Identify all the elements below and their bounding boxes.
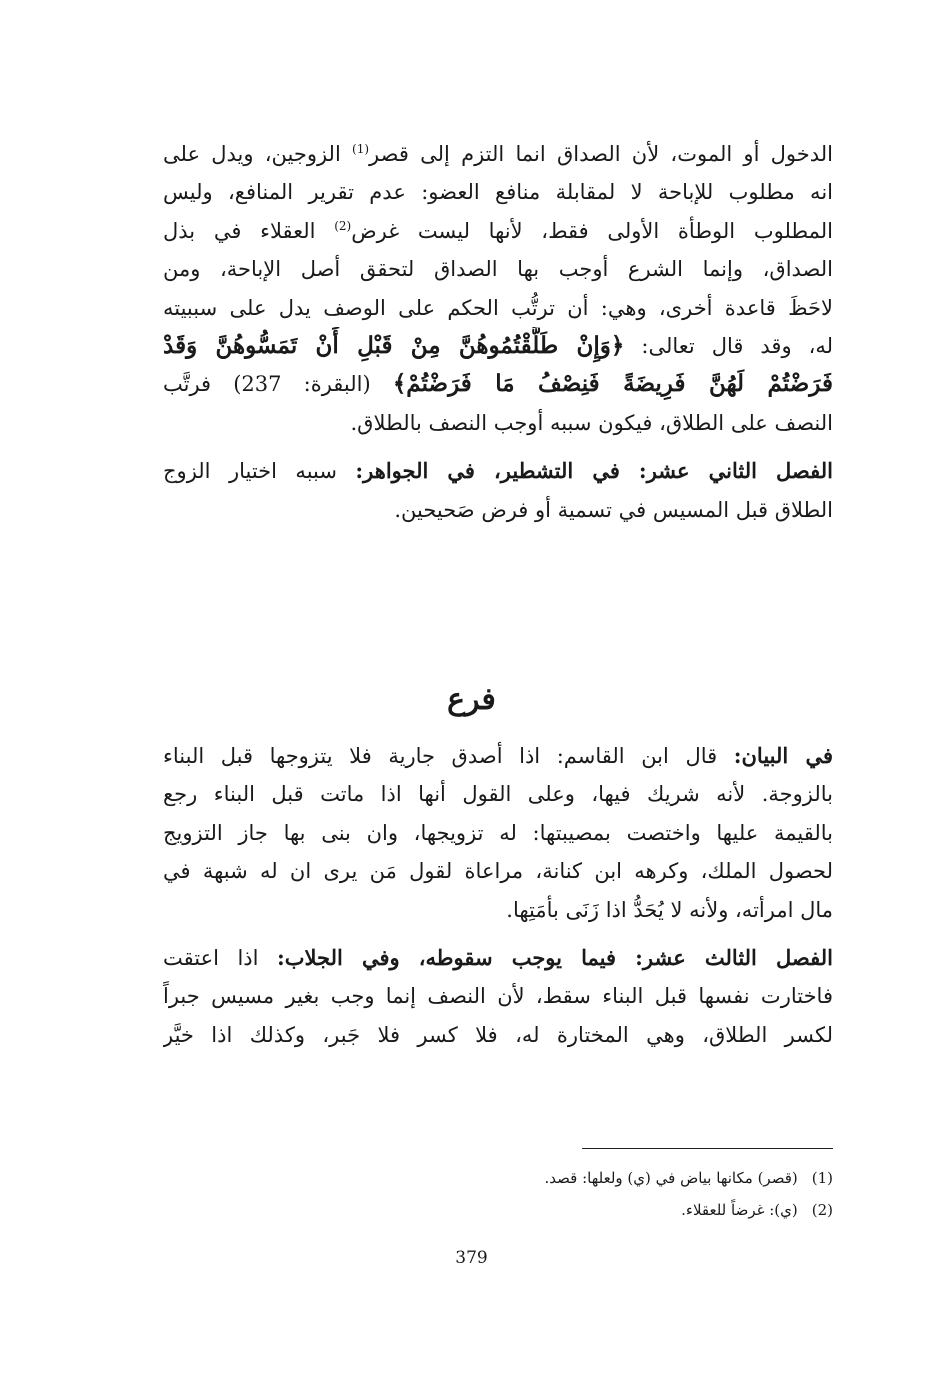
text-line: مال امرأته، ولأنه لا يُحَدُّ اذا زَنَى بأمَتِها.	[506, 897, 833, 922]
line-part: المطلوب الوطأة الأولى فقط، لأنها ليست غرض	[351, 218, 833, 243]
section-1	[163, 135, 833, 529]
footnote-2	[400, 1194, 833, 1226]
line-part: الزوجين، ويدل على	[163, 142, 341, 166]
footnote-text: (قصر) مكانها بياض في (ي) ولعلها: قصد.	[544, 1169, 798, 1187]
text-line	[163, 452, 833, 490]
section-heading: فرع	[447, 682, 496, 717]
quran-verse: ﴿وَإِنْ طَلَّقْتُمُوهُنَّ مِنْ قَبْلِ أَنْ تَمَسُّوهُنَّ وَقَدْ	[163, 331, 625, 359]
text-line	[163, 135, 833, 173]
text-line: فاختارت نفسها قبل البناء سقط، لأن النصف إنما وجب بغير مسيس جبراً	[163, 984, 833, 1009]
section-2	[163, 737, 833, 1054]
text-line	[163, 737, 833, 775]
text-line: انه مطلوب للإباحة لا لمقابلة منافع العضو: عدم تقرير المنافع، وليس	[163, 180, 833, 205]
text-line: لحصول الملك، وكرهه ابن كنانة، مراعاة لقول مَن يرى ان له شبهة في	[163, 859, 833, 884]
footnote-text: (ي): غرضاً للعقلاء.	[681, 1201, 798, 1219]
footnotes	[400, 1162, 833, 1226]
quran-verse: فَرَضْتُمْ لَهُنَّ فَرِيضَةً فَنِصْفُ مَا فَرَضْتُمْ﴾	[392, 370, 833, 398]
text-line	[163, 365, 833, 403]
line-part: الدخول أو الموت، لأن الصداق انما التزم إلى قصر	[369, 142, 833, 166]
footnote-number: (1)	[811, 1169, 833, 1187]
paragraph-gap	[163, 442, 833, 452]
quran-reference: (البقرة: 237) فرتَّب	[163, 372, 371, 397]
text-line: الطلاق قبل المسيس في تسمية أو فرض صَحيحين.	[394, 497, 833, 522]
chapter-title: الفصل الثاني عشر: في التشطير، في الجواهر:	[355, 458, 833, 484]
line-part: قال ابن القاسم: اذا أصدق جارية فلا يتزوجها قبل البناء	[163, 744, 718, 768]
source-label: في البيان:	[733, 743, 833, 768]
text-line	[163, 939, 833, 977]
text-line	[163, 327, 833, 365]
footnote-marker-2[interactable]: (2)	[334, 218, 352, 233]
line-part: العقلاء في بذل	[163, 218, 316, 243]
footnote-marker-1[interactable]: (1)	[352, 142, 370, 156]
text-line: بالقيمة عليها واختصت بمصيبتها: له تزويجها، وان بنى بها جاز التزويج	[163, 820, 833, 845]
footnote-1	[400, 1162, 833, 1194]
text-line: الصداق، وإنما الشرع أوجب بها الصداق لتحقق أصل الإباحة، ومن	[163, 257, 833, 282]
text-line: النصف على الطلاق، فيكون سببه أوجب النصف بالطلاق.	[350, 410, 833, 435]
footnote-divider	[582, 1148, 833, 1149]
chapter-title: الفصل الثالث عشر: فيما يوجب سقوطه، وفي الجلاب:	[276, 944, 833, 970]
footnote-number: (2)	[811, 1201, 833, 1219]
text-line: لكسر الطلاق، وهي المختارة له، فلا كسر فلا جَبر، وكذلك اذا خيَّر	[163, 1022, 833, 1047]
line-part: اذا اعتقت	[163, 945, 259, 970]
paragraph-gap	[163, 929, 833, 939]
line-part: له، وقد قال تعالى:	[641, 333, 833, 358]
page-number: 379	[455, 1248, 488, 1268]
text-line: بالزوجة. لأنه شريك فيها، وعلى القول أنها اذا ماتت قبل البناء رجع	[163, 782, 833, 807]
line-part: سببه اختيار الزوج	[163, 459, 337, 484]
text-line: لاحَظَ قاعدة أخرى، وهي: أن ترتُّب الحكم على الوصف يدل على سببيته	[163, 295, 833, 320]
text-line	[163, 212, 833, 250]
